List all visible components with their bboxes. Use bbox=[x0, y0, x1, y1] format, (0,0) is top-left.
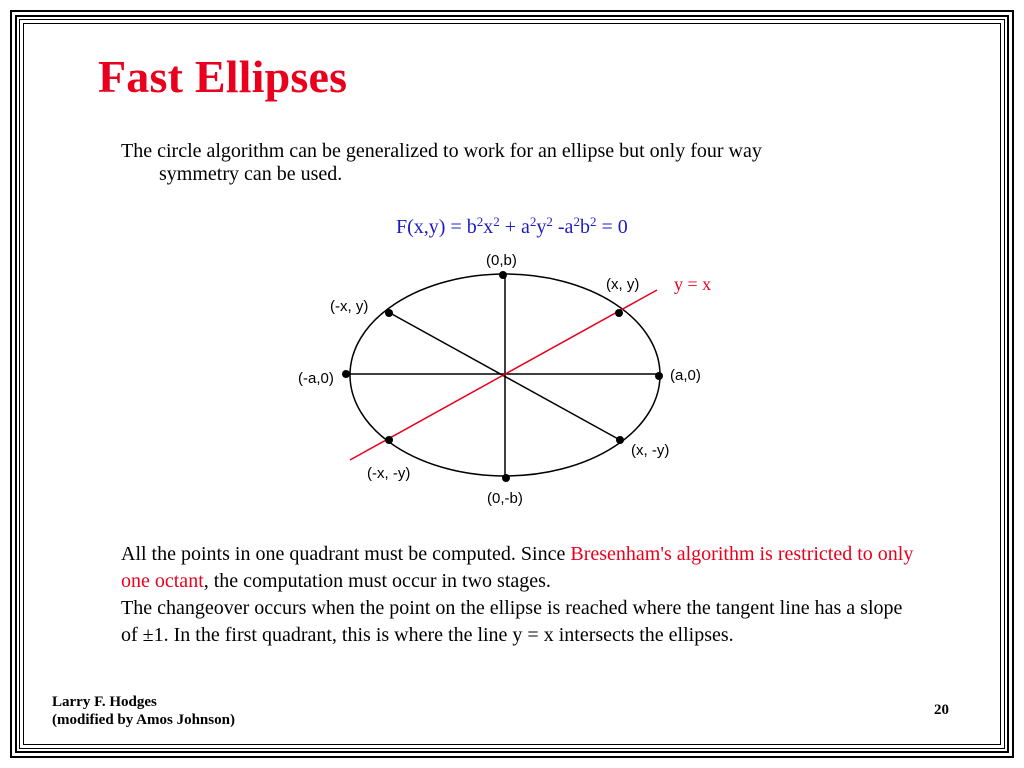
page-number: 20 bbox=[934, 702, 949, 718]
eq-part: -a bbox=[552, 216, 574, 238]
point-upper-left bbox=[385, 309, 393, 317]
eq-exponent: 2 bbox=[546, 214, 553, 229]
slide-title: Fast Ellipses bbox=[98, 51, 348, 102]
point-upper-right bbox=[615, 309, 623, 317]
eq-part: x bbox=[483, 216, 494, 238]
eq-exponent: 2 bbox=[573, 214, 580, 229]
label-lower-left: (-x, -y) bbox=[367, 465, 411, 482]
intro-line-2: symmetry can be used. bbox=[159, 163, 343, 185]
eq-part: F(x,y) = b bbox=[396, 216, 477, 238]
body-paragraph-1 bbox=[121, 541, 921, 595]
point-left bbox=[342, 370, 350, 378]
label-lower-right: (x, -y) bbox=[631, 442, 670, 459]
author-name: Larry F. Hodges bbox=[52, 694, 157, 710]
label-upper-right: (x, y) bbox=[606, 276, 640, 293]
point-right bbox=[655, 372, 663, 380]
point-lower-right bbox=[616, 436, 624, 444]
eq-exponent: 2 bbox=[493, 214, 500, 229]
eq-part: b bbox=[579, 216, 590, 238]
bresenham-highlight: Bresenham's algorithm is restricted to only one octant bbox=[121, 543, 914, 592]
point-bottom bbox=[502, 474, 510, 482]
eq-exponent: 2 bbox=[529, 214, 537, 229]
label-right: (a,0) bbox=[670, 367, 701, 384]
footer-author-block bbox=[52, 693, 235, 729]
label-left: (-a,0) bbox=[298, 370, 334, 387]
eq-part: y bbox=[536, 216, 547, 238]
point-top bbox=[499, 271, 507, 279]
body-text-1b: , the computation must occur in two stages. bbox=[203, 570, 551, 592]
eq-part: + a bbox=[499, 216, 530, 238]
eq-exponent: 2 bbox=[589, 214, 597, 229]
body-text-1a: All the points in one quadrant must be computed. Since bbox=[121, 543, 571, 565]
body-paragraph-2: The changeover occurs when the point on the ellipse is reached where the tangent line has a slope of ±1. In the first quadrant, this is where the line y = x intersects the ellipses. bbox=[121, 597, 903, 646]
label-upper-left: (-x, y) bbox=[330, 298, 369, 315]
eq-exponent: 2 bbox=[476, 214, 484, 229]
label-top: (0,b) bbox=[486, 252, 517, 269]
label-y-equals-x: y = x bbox=[674, 274, 712, 294]
modified-by: (modified by Amos Johnson) bbox=[52, 712, 235, 728]
point-lower-left bbox=[385, 436, 393, 444]
intro-line-1: The circle algorithm can be generalized to work for an ellipse but only four way bbox=[121, 140, 762, 162]
body-paragraph bbox=[121, 541, 921, 649]
label-bottom: (0,-b) bbox=[487, 490, 523, 507]
eq-part: = 0 bbox=[596, 216, 628, 238]
